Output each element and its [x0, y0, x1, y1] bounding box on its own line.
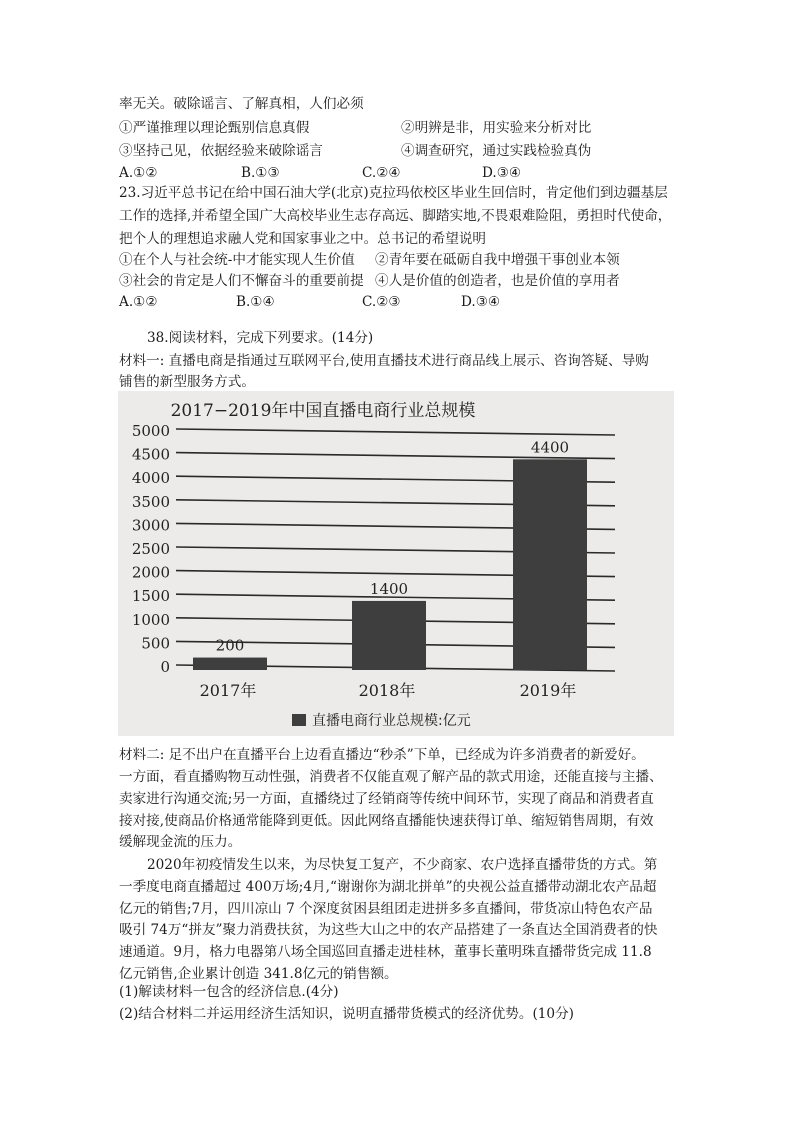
q23-option-4: ④人是价值的创造者，也是价值的享用者 — [375, 273, 620, 289]
material-2-line-1: 材料二: 足不出户在直播平台上边看直播边“秒杀”下单，已经成为许多消费者的新爱好。 — [119, 747, 645, 763]
q22-option-4: ④调查研究，通过实践检验真伪 — [401, 143, 592, 159]
q22-answer-c: C.②④ — [362, 165, 401, 181]
x-tick-label: 2019年 — [519, 681, 577, 700]
material-2-line-4: 接对接,使商品价格通常能降到更低。因此网络直播能快速获得订单、缩短销售周期，有效 — [119, 813, 654, 829]
y-tick-label: 3000 — [131, 516, 170, 535]
q23-option-2: ②青年要在砥砺自我中增强干事创业本领 — [375, 252, 620, 268]
q22-option-1: ①严谨推理以理论甄别信息真假 — [119, 120, 310, 136]
material-2b-line-1: 2020年初疫情发生以来，为尽快复工复产，不少商家、农户选择直播带货的方式。第 — [147, 857, 658, 873]
y-tick-label: 3500 — [131, 492, 170, 511]
x-tick-label: 2017年 — [199, 681, 257, 700]
material-1-line-1: 材料一: 直播电商是指通过互联网平台,使用直播技术进行商品线上展示、咨询答疑、导购 — [119, 353, 649, 369]
y-tick-label: 4000 — [131, 469, 170, 488]
material-2-line-5: 缓解现金流的压力。 — [119, 834, 242, 850]
data-label: 1400 — [369, 579, 409, 598]
q22-stem-line: 率无关。破除谣言、了解真相，人们必须 — [119, 96, 364, 112]
material-2b-line-4: 吸引 74万“拼友”聚力消费扶贫，为这些大山之中的农产品搭建了一条直达全国消费者的快 — [119, 922, 658, 938]
x-tick-label: 2018年 — [358, 681, 416, 700]
y-tick-label: 1000 — [131, 610, 170, 629]
question-2: (2)结合材料二并运用经济生活知识，说明直播带货模式的经济优势。(10分) — [119, 1006, 574, 1022]
y-tick-label: 4500 — [131, 445, 170, 464]
y-tick-label: 1500 — [131, 587, 170, 606]
question-1: (1)解读材料一包含的经济信息.(4分) — [119, 984, 339, 1000]
y-tick-label: 2000 — [131, 563, 170, 582]
bar — [352, 601, 426, 670]
data-label: 4400 — [530, 438, 570, 457]
data-label: 200 — [215, 636, 245, 655]
material-1-line-2: 铺售的新型服务方式。 — [119, 374, 255, 390]
material-2-line-3: 卖家进行沟通交流;另一方面，直播绕过了经销商等传统中间环节，实现了商品和消费者直 — [119, 791, 654, 807]
q23-option-3: ③社会的肯定是人们不懈奋斗的重要前提 — [119, 273, 364, 289]
chart-svg — [118, 391, 674, 736]
q22-answer-d: D.③④ — [482, 165, 522, 181]
legend-swatch — [292, 714, 306, 726]
q23-stem-line-1: 23.习近平总书记在给中国石油大学(北京)克拉玛依校区毕业生回信时，肯定他们到边疆基层 — [119, 185, 668, 201]
q23-answer-d: D.③④ — [461, 294, 501, 310]
q22-answer-b: B.①③ — [241, 165, 280, 181]
bar — [513, 459, 587, 670]
material-2-line-2: 一方面，看直播购物互动性强，消费者不仅能直观了解产品的款式用途，还能直接与主播、 — [119, 769, 663, 785]
q22-option-3: ③坚持己见，依据经验来破除谣言 — [119, 143, 323, 159]
material-2b-line-2: 一季度电商直播超过 400万场;4月,“谢谢你为湖北拼单”的央视公益直播带动湖北农产品超 — [119, 879, 657, 895]
scale-bar-chart — [118, 391, 674, 736]
legend-label: 直播电商行业总规模:亿元 — [312, 713, 471, 729]
y-tick-label: 5000 — [131, 422, 170, 440]
q23-stem-line-3: 把个人的理想追求融人党和国家事业之中。总书记的希望说明 — [119, 231, 487, 247]
material-2b-line-3: 亿元的销售;7月，四川凉山 7 个深度贫困县组团走进拼多多直播间，带货凉山特色农产品 — [119, 901, 653, 917]
material-2b-line-5: 速通道。9月，格力电器第八场全国巡回直播走进桂林，董事长董明珠直播带货完成 11.8 — [119, 944, 652, 960]
bar — [193, 658, 267, 670]
y-tick-label: 0 — [160, 658, 170, 676]
y-tick-label: 500 — [141, 634, 170, 653]
chart-title: 2017−2019年中国直播电商行业总规模 — [170, 401, 476, 421]
q23-answer-b: B.①④ — [236, 294, 275, 310]
y-tick-label: 2500 — [131, 540, 170, 558]
q22-answer-a: A.①② — [119, 165, 158, 181]
q23-stem-line-2: 工作的选择,并希望全国广大高校毕业生志存高远、脚踏实地,不畏艰难险阻，勇担时代使命， — [119, 208, 672, 224]
q22-option-2: ②明辨是非，用实验来分析对比 — [401, 120, 592, 136]
material-2b-line-6: 亿元销售,企业累计创造 341.8亿元的销售额。 — [119, 966, 398, 982]
q23-answer-a: A.①② — [119, 294, 158, 310]
q23-answer-c: C.②③ — [362, 294, 401, 310]
q38-title: 38.阅读材料，完成下列要求。(14分) — [147, 330, 374, 346]
q23-option-1: ①在个人与社会统-中才能实现人生价值 — [119, 252, 355, 268]
